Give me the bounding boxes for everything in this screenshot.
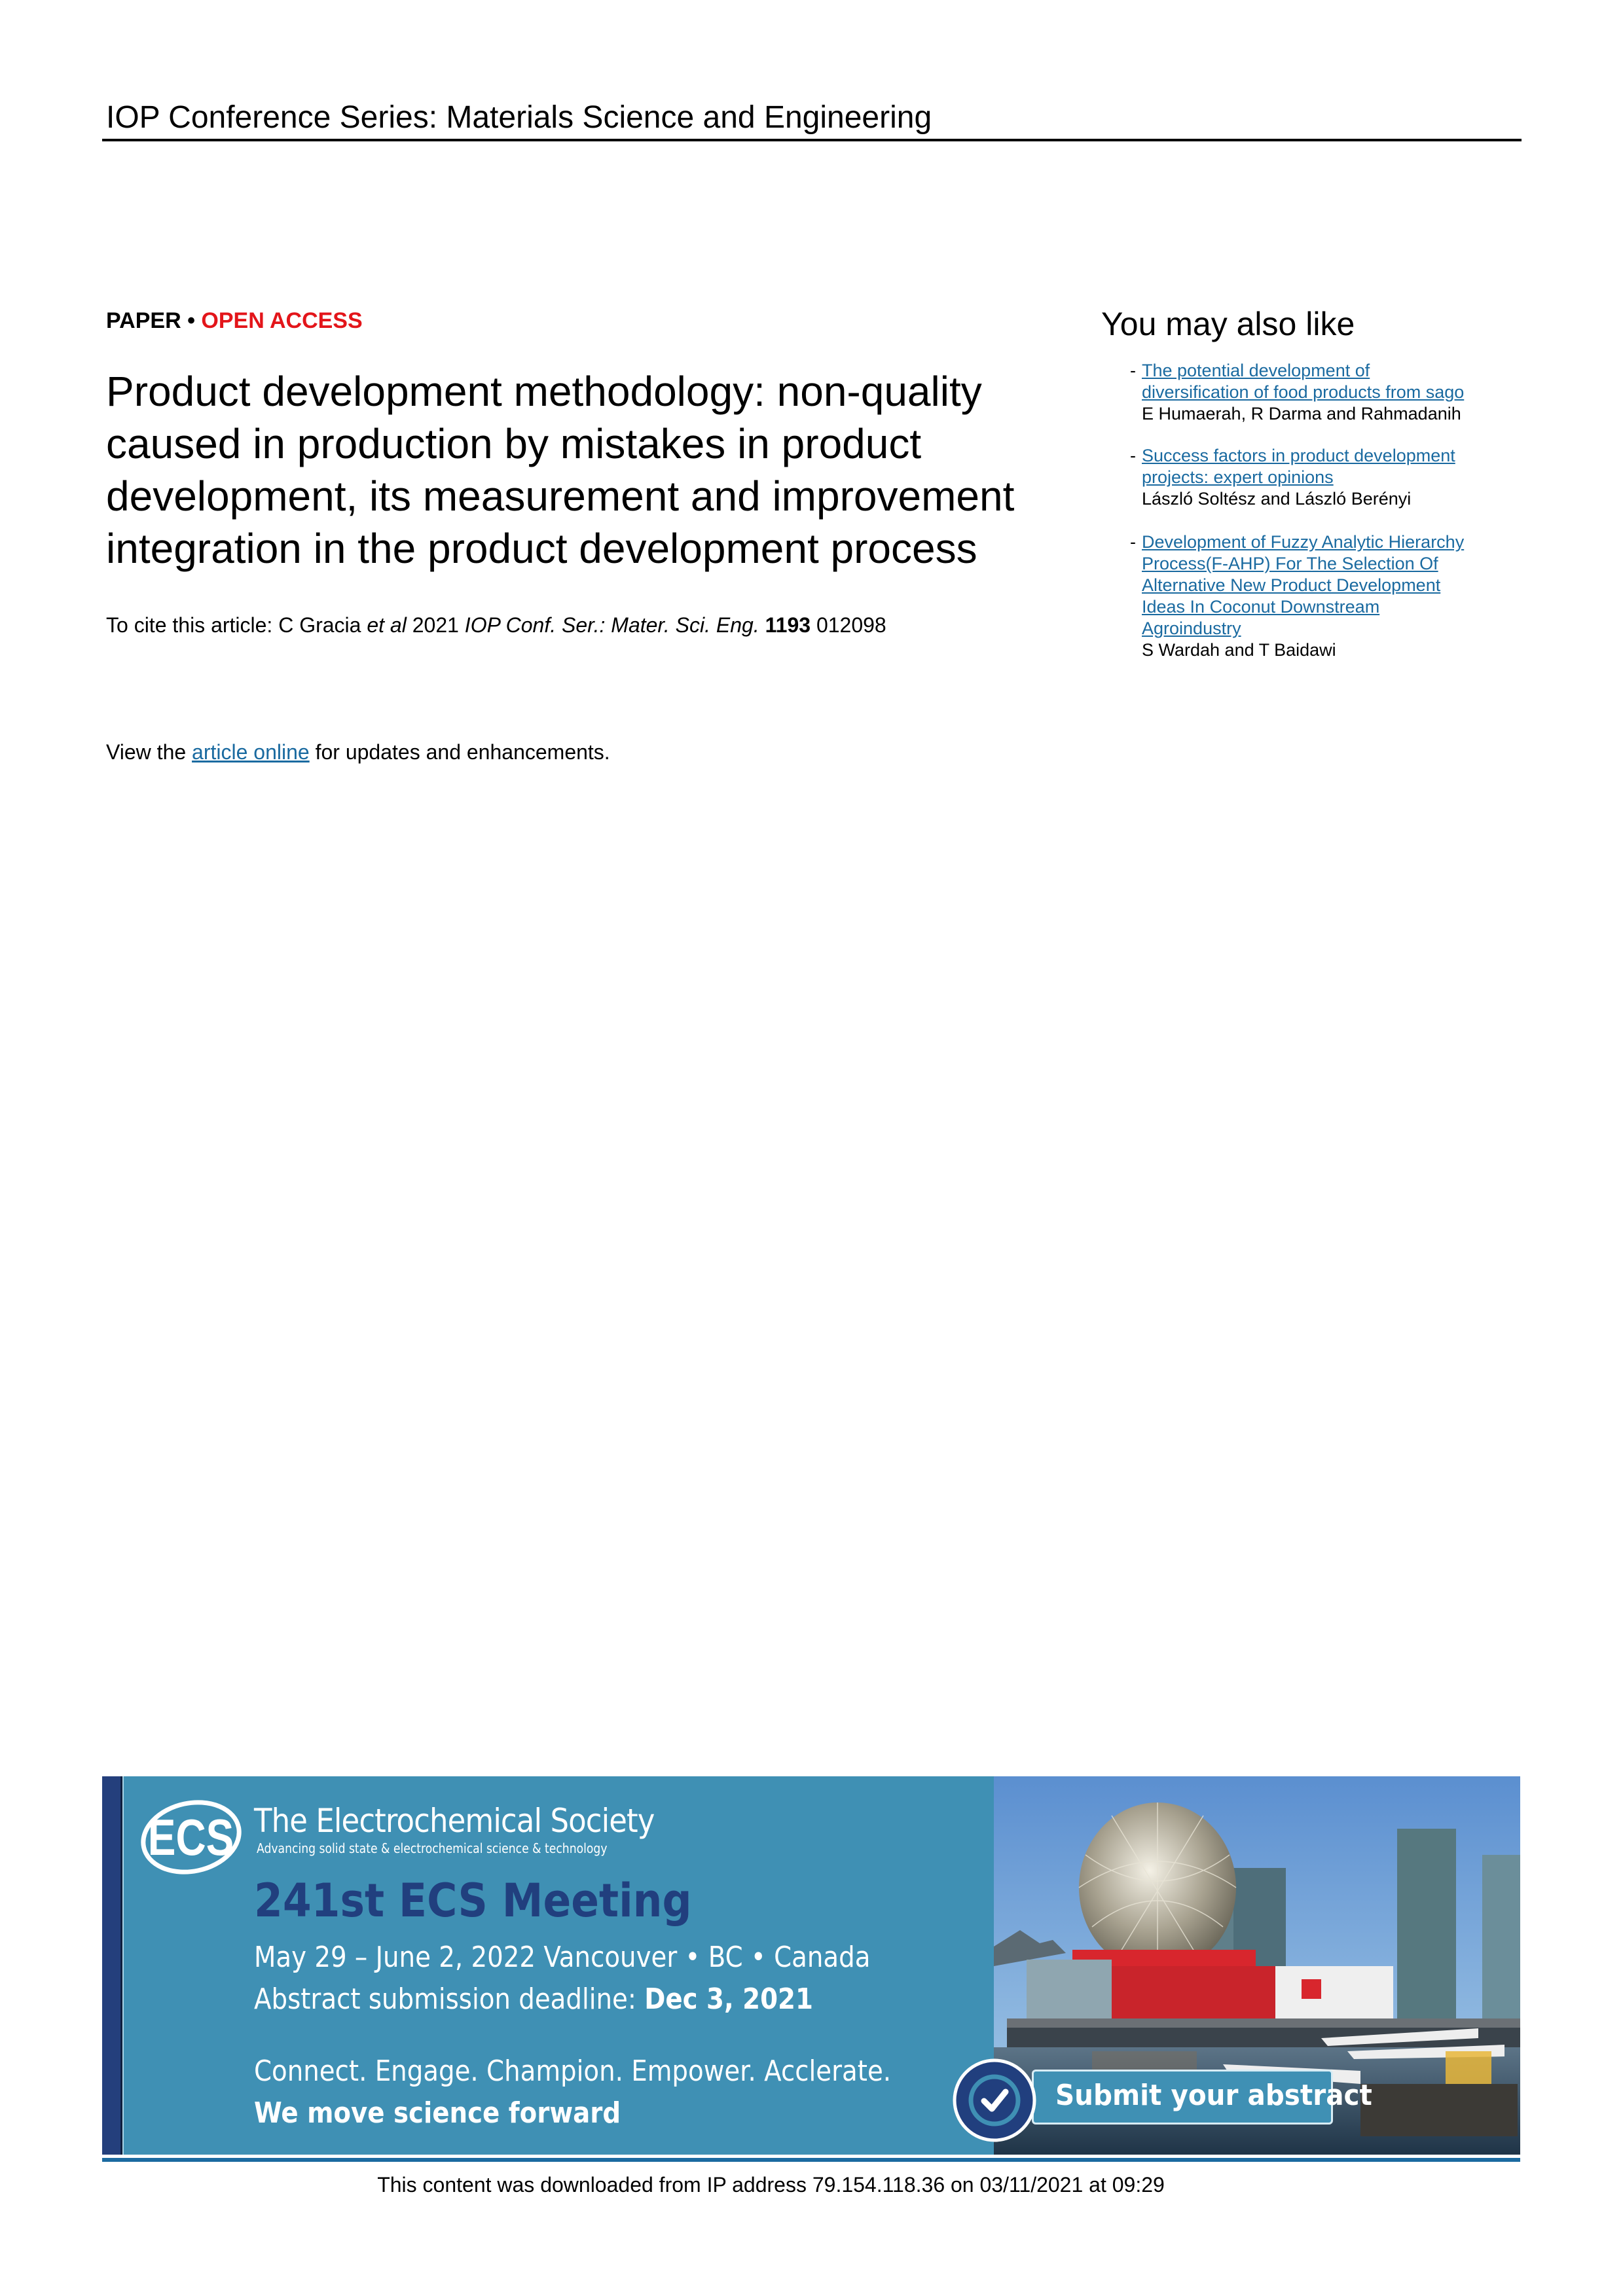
related-link-line: projects: expert opinions	[1142, 467, 1334, 487]
banner-side-stripe	[102, 1776, 120, 2155]
banner-motto: We move science forward	[254, 2096, 621, 2130]
meeting-title: 241st ECS Meeting	[254, 1874, 692, 1928]
related-link[interactable]	[1142, 360, 1522, 403]
title-line: caused in production by mistakes in product	[106, 420, 922, 467]
meeting-dates-location: May 29 – June 2, 2022 Vancouver • BC • Canada	[254, 1941, 871, 1974]
header-divider	[102, 139, 1522, 141]
title-line: integration in the product development process	[106, 525, 977, 572]
citation-etal: et al	[367, 613, 407, 637]
related-link-line: The potential development of	[1142, 361, 1370, 380]
related-link-line: Success factors in product development	[1142, 446, 1455, 465]
label-separator: •	[181, 308, 202, 333]
download-note-text: This content was downloaded from IP address 79.154.118.36 on 03/11/2021 at 09:29	[377, 2173, 1165, 2197]
related-item	[1130, 360, 1522, 425]
view-online-note	[106, 740, 610, 764]
citation-journal: IOP Conf. Ser.: Mater. Sci. Eng.	[464, 613, 759, 637]
article-type-label	[106, 308, 363, 334]
title-line: Product development methodology: non-quality	[106, 368, 982, 415]
related-link-line: diversification of food products from sago	[1142, 382, 1465, 402]
citation-article-number: 012098	[811, 613, 886, 637]
related-item	[1130, 445, 1522, 510]
title-line: development, its measurement and improvement	[106, 473, 1015, 520]
related-authors: S Wardah and T Baidawi	[1142, 640, 1336, 660]
ecs-logo-icon	[139, 1799, 244, 1876]
banner-underline	[102, 2158, 1520, 2162]
society-name: The Electrochemical Society	[254, 1802, 655, 1840]
submit-abstract-label[interactable]: Submit your abstract	[1055, 2079, 1372, 2112]
society-tagline: Advancing solid state & electrochemical science & technology	[257, 1840, 608, 1856]
related-heading: You may also like	[1101, 306, 1355, 342]
open-access-badge: OPEN ACCESS	[201, 308, 363, 333]
deadline-date: Dec 3, 2021	[644, 1982, 813, 2016]
banner-slogan: Connect. Engage. Champion. Empower. Acclerate.	[254, 2054, 892, 2088]
banner-stripe-highlight	[122, 1776, 124, 2155]
citation-prefix: To cite this article: C Gracia	[106, 613, 367, 637]
related-link-line: Agroindustry	[1142, 619, 1241, 638]
svg-text:ECS: ECS	[147, 1809, 234, 1867]
view-online-prefix: View the	[106, 740, 192, 764]
related-link-line: Ideas In Coconut Downstream	[1142, 597, 1380, 617]
citation	[106, 613, 886, 637]
related-authors: E Humaerah, R Darma and Rahmadanih	[1142, 404, 1461, 423]
list-dash: -	[1130, 532, 1136, 552]
related-item	[1130, 531, 1522, 661]
related-link-line: Process(F-AHP) For The Selection Of	[1142, 554, 1438, 573]
citation-year: 2021	[406, 613, 465, 637]
related-link-line: Development of Fuzzy Analytic Hierarchy	[1142, 532, 1465, 552]
paper-type: PAPER	[106, 308, 181, 333]
submission-deadline	[254, 1982, 813, 2017]
related-link[interactable]	[1142, 445, 1522, 488]
download-note	[0, 2172, 1623, 2198]
article-title	[106, 365, 1075, 575]
article-online-link[interactable]: article online	[192, 740, 310, 764]
related-link[interactable]	[1142, 531, 1522, 639]
deadline-label: Abstract submission deadline:	[254, 1982, 645, 2016]
list-dash: -	[1130, 446, 1136, 465]
view-online-suffix: for updates and enhancements.	[309, 740, 610, 764]
list-dash: -	[1130, 361, 1136, 380]
citation-volume: 1193	[765, 613, 811, 637]
related-link-line: Alternative New Product Development	[1142, 575, 1441, 595]
ecs-advert-banner[interactable]	[102, 1776, 1520, 2155]
related-authors: László Soltész and László Berényi	[1142, 489, 1412, 509]
journal-header: IOP Conference Series: Materials Science and Engineering	[106, 100, 932, 135]
checkmark-icon[interactable]	[952, 2058, 1037, 2143]
